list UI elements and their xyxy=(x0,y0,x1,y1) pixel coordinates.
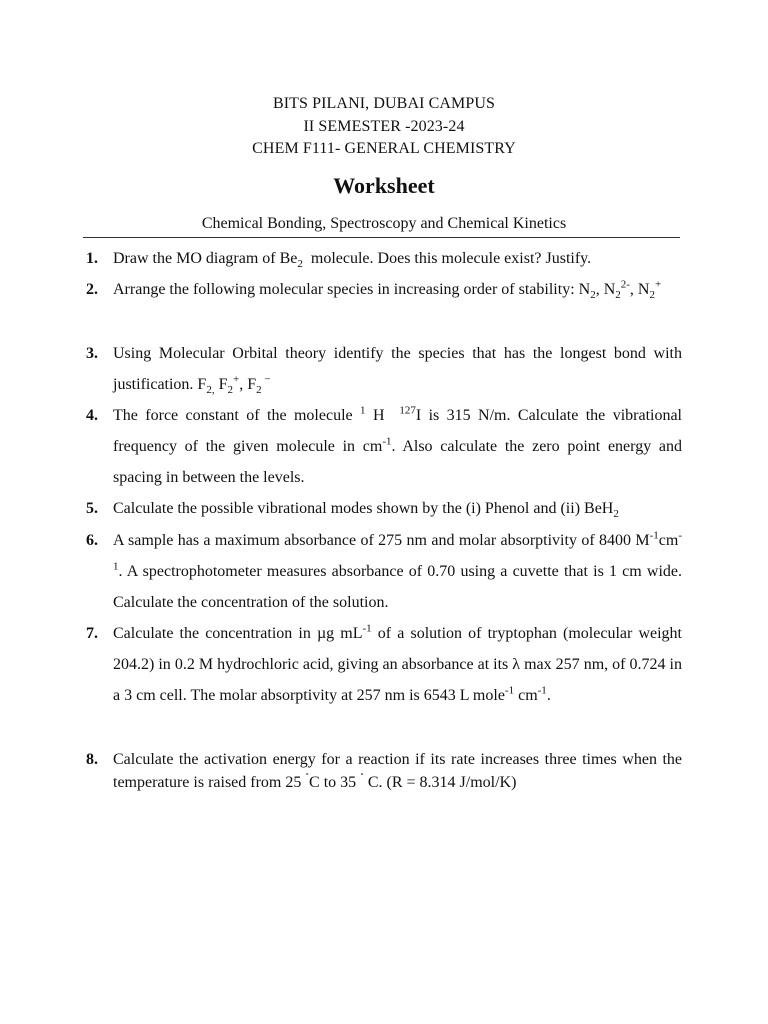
question-item xyxy=(86,274,682,305)
question-text xyxy=(113,748,686,794)
subscript: 2 xyxy=(227,384,233,397)
superscript: -1 xyxy=(362,622,372,635)
question-item xyxy=(86,748,686,794)
subscript: 2 xyxy=(649,289,655,302)
question-text-part: Calculate the possible vibrational modes shown by the (i) Phenol and (ii) BeH xyxy=(113,500,614,517)
header-divider xyxy=(83,237,680,238)
superscript: -1 xyxy=(537,684,547,697)
question-number: 5. xyxy=(86,500,98,517)
superscript: 2- xyxy=(620,278,630,291)
question-item xyxy=(86,618,682,711)
question-text-part: H xyxy=(365,407,400,424)
question-text-part: C. (R = 8.314 J/mol/K) xyxy=(363,774,517,791)
question-number: 7. xyxy=(86,625,98,642)
question-text-part: Arrange the following molecular species in increasing order of stability: N xyxy=(113,281,591,298)
institution-name: BITS PILANI, DUBAI CAMPUS xyxy=(272,95,496,112)
superscript: − xyxy=(261,373,271,386)
question-item xyxy=(86,493,682,524)
question-text-part: of a solution of tryptophan (molecular weight 204.2) in 0.2 M hydrochloric acid, giving an absorbance at its λ max 257 nm, of 0.724 in a 3 cm cell. The molar absorptivity at 257 nm is 6543 L mole xyxy=(113,625,683,704)
question-number: 1. xyxy=(86,250,98,267)
question-text-part: cm xyxy=(658,532,679,549)
question-number: 6. xyxy=(86,532,98,549)
question-number: 3. xyxy=(86,345,98,362)
superscript: 127 xyxy=(399,404,416,417)
superscript: + xyxy=(654,278,662,291)
question-text-part: The force constant of the molecule xyxy=(113,407,361,424)
question-number: 8. xyxy=(86,751,98,768)
question-text-part: , F xyxy=(239,376,257,393)
subscript: 2 xyxy=(590,289,596,302)
question-text-part: molecule. Does this molecule exist? Justify. xyxy=(302,250,592,267)
superscript: + xyxy=(232,373,240,386)
question-number: 2. xyxy=(86,281,98,298)
question-text xyxy=(113,338,682,400)
question-text xyxy=(113,243,682,274)
question-text-part: Draw the MO diagram of Be xyxy=(113,250,298,267)
course-title: CHEM F111- GENERAL CHEMISTRY xyxy=(252,140,516,157)
question-text-part: F xyxy=(214,376,228,393)
question-text-part: Calculate the concentration in µg mL xyxy=(113,625,363,642)
question-text xyxy=(113,618,682,711)
subscript: 2 xyxy=(297,258,303,271)
subscript: 2 xyxy=(615,289,621,302)
question-text xyxy=(113,274,682,305)
question-text-part: , N xyxy=(629,281,650,298)
question-text-part: . xyxy=(546,687,551,704)
question-text-part: , N xyxy=(595,281,616,298)
superscript: -1 xyxy=(382,435,392,448)
question-text-part: . A spectrophotometer measures absorbance of 0.70 using a cuvette that is 1 cm wide. Calculate the concentration of the solution. xyxy=(113,563,682,611)
superscript: -1 xyxy=(649,529,659,542)
subscript: 2, xyxy=(206,384,215,397)
question-text xyxy=(113,493,682,524)
question-text xyxy=(113,400,682,493)
page-title: Worksheet xyxy=(333,173,435,198)
superscript: 1 xyxy=(360,404,366,417)
question-item xyxy=(86,338,682,400)
question-item xyxy=(86,525,682,618)
question-text-part: Using Molecular Orbital theory identify the species that has the longest bond with justification. F xyxy=(113,345,682,393)
superscript: -1 xyxy=(504,684,515,697)
subscript: 2 xyxy=(256,384,262,397)
question-text-part: cm xyxy=(514,687,538,704)
superscript: -1 xyxy=(113,529,682,573)
degree-mark: ˚ xyxy=(360,771,364,784)
question-item xyxy=(86,400,682,493)
question-text-part: C to 35 xyxy=(309,774,361,791)
page-subtitle: Chemical Bonding, Spectroscopy and Chemical Kinetics xyxy=(201,215,567,232)
question-item xyxy=(86,243,682,274)
question-text-part: I is 315 N/m. Calculate the vibrational frequency of the given molecule in cm xyxy=(113,407,683,455)
question-text-part: . Also calculate the zero point energy and spacing in between the levels. xyxy=(113,438,683,486)
question-number: 4. xyxy=(86,407,98,424)
degree-mark: ˚ xyxy=(305,771,310,784)
question-text xyxy=(113,525,682,618)
question-text-part: Calculate the activation energy for a reaction if its rate increases three times when the temperature is raised from 25 xyxy=(113,751,686,791)
subscript: 2 xyxy=(613,508,619,521)
semester-line: II SEMESTER -2023-24 xyxy=(303,118,465,135)
question-text-part: A sample has a maximum absorbance of 275 nm and molar absorptivity of 8400 M xyxy=(113,532,650,549)
